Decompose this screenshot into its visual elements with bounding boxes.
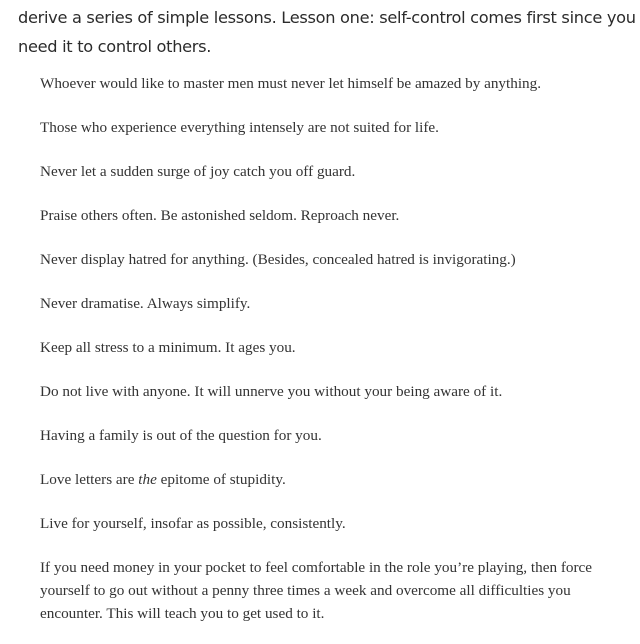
- intro-paragraph: derive a series of simple lessons. Lesson one: self-control comes first since you need it to control others.: [18, 8, 636, 56]
- quote-item: If you need money in your pocket to feel comfortable in the role you’re playing, then force yourself to go out without a penny three times a week and overcome all difficulties you encounter. This will teach you to get used to it.: [40, 559, 593, 622]
- quote-item: Live for yourself, insofar as possible, consistently.: [40, 515, 346, 532]
- quote-item: Keep all stress to a minimum. It ages you.: [40, 339, 296, 356]
- quote-emphasis: the: [138, 471, 157, 488]
- quote-item: Those who experience everything intensely are not suited for life.: [40, 119, 439, 136]
- quote-item: Never let a sudden surge of joy catch you off guard.: [40, 163, 356, 180]
- quote-text: epitome of stupidity.: [156, 471, 286, 488]
- quote-item: Never display hatred for anything. (Besides, concealed hatred is invigorating.): [40, 251, 516, 268]
- quote-list: [18, 72, 640, 625]
- quote-item: Whoever would like to master men must never let himself be amazed by anything.: [40, 75, 542, 92]
- quote-item: Do not live with anyone. It will unnerve you without your being aware of it.: [40, 383, 503, 400]
- quote-item: [40, 468, 625, 491]
- quote-item: Having a family is out of the question for you.: [40, 427, 322, 444]
- quote-item: Praise others often. Be astonished seldom. Reproach never.: [40, 207, 400, 224]
- quote-text: Love letters are: [40, 471, 139, 488]
- quote-item: Never dramatise. Always simplify.: [40, 295, 251, 312]
